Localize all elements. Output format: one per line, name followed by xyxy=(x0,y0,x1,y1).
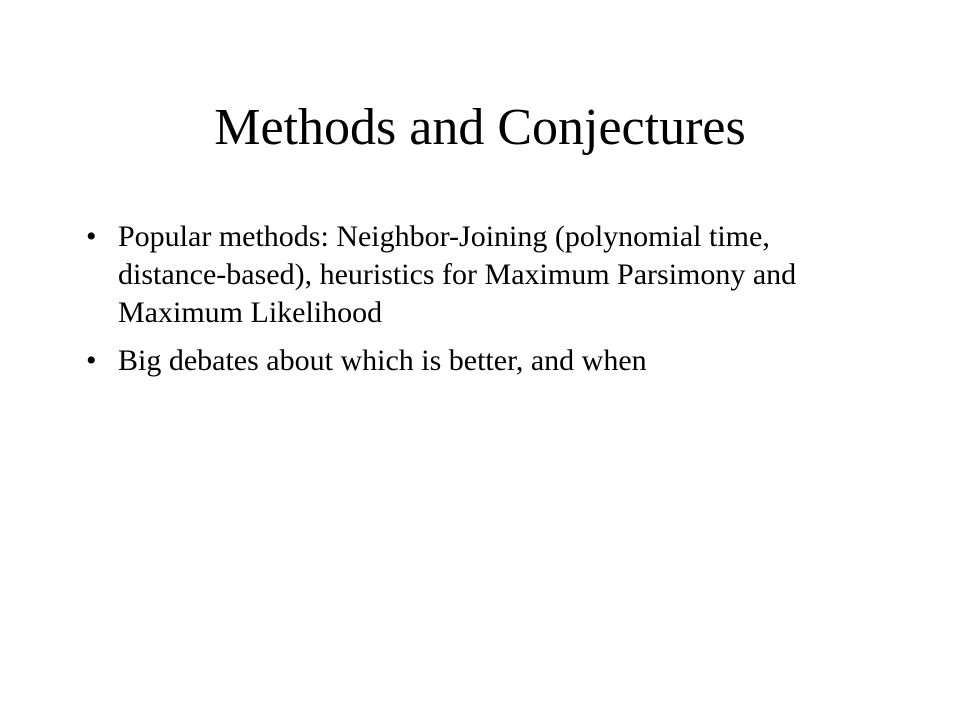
bullet-item xyxy=(86,218,846,332)
bullet-dot-icon: • xyxy=(86,220,97,253)
bullet-text: Popular methods: Neighbor-Joining (polynomial time, distance-based), heuristics for Maximum Parsimony and Maximum Likelihood xyxy=(118,220,797,329)
bullet-list xyxy=(86,218,846,390)
bullet-dot-icon: • xyxy=(86,344,97,377)
bullet-text: Big debates about which is better, and when xyxy=(118,344,647,377)
slide-title: Methods and Conjectures xyxy=(214,99,746,156)
bullet-item xyxy=(86,342,846,380)
